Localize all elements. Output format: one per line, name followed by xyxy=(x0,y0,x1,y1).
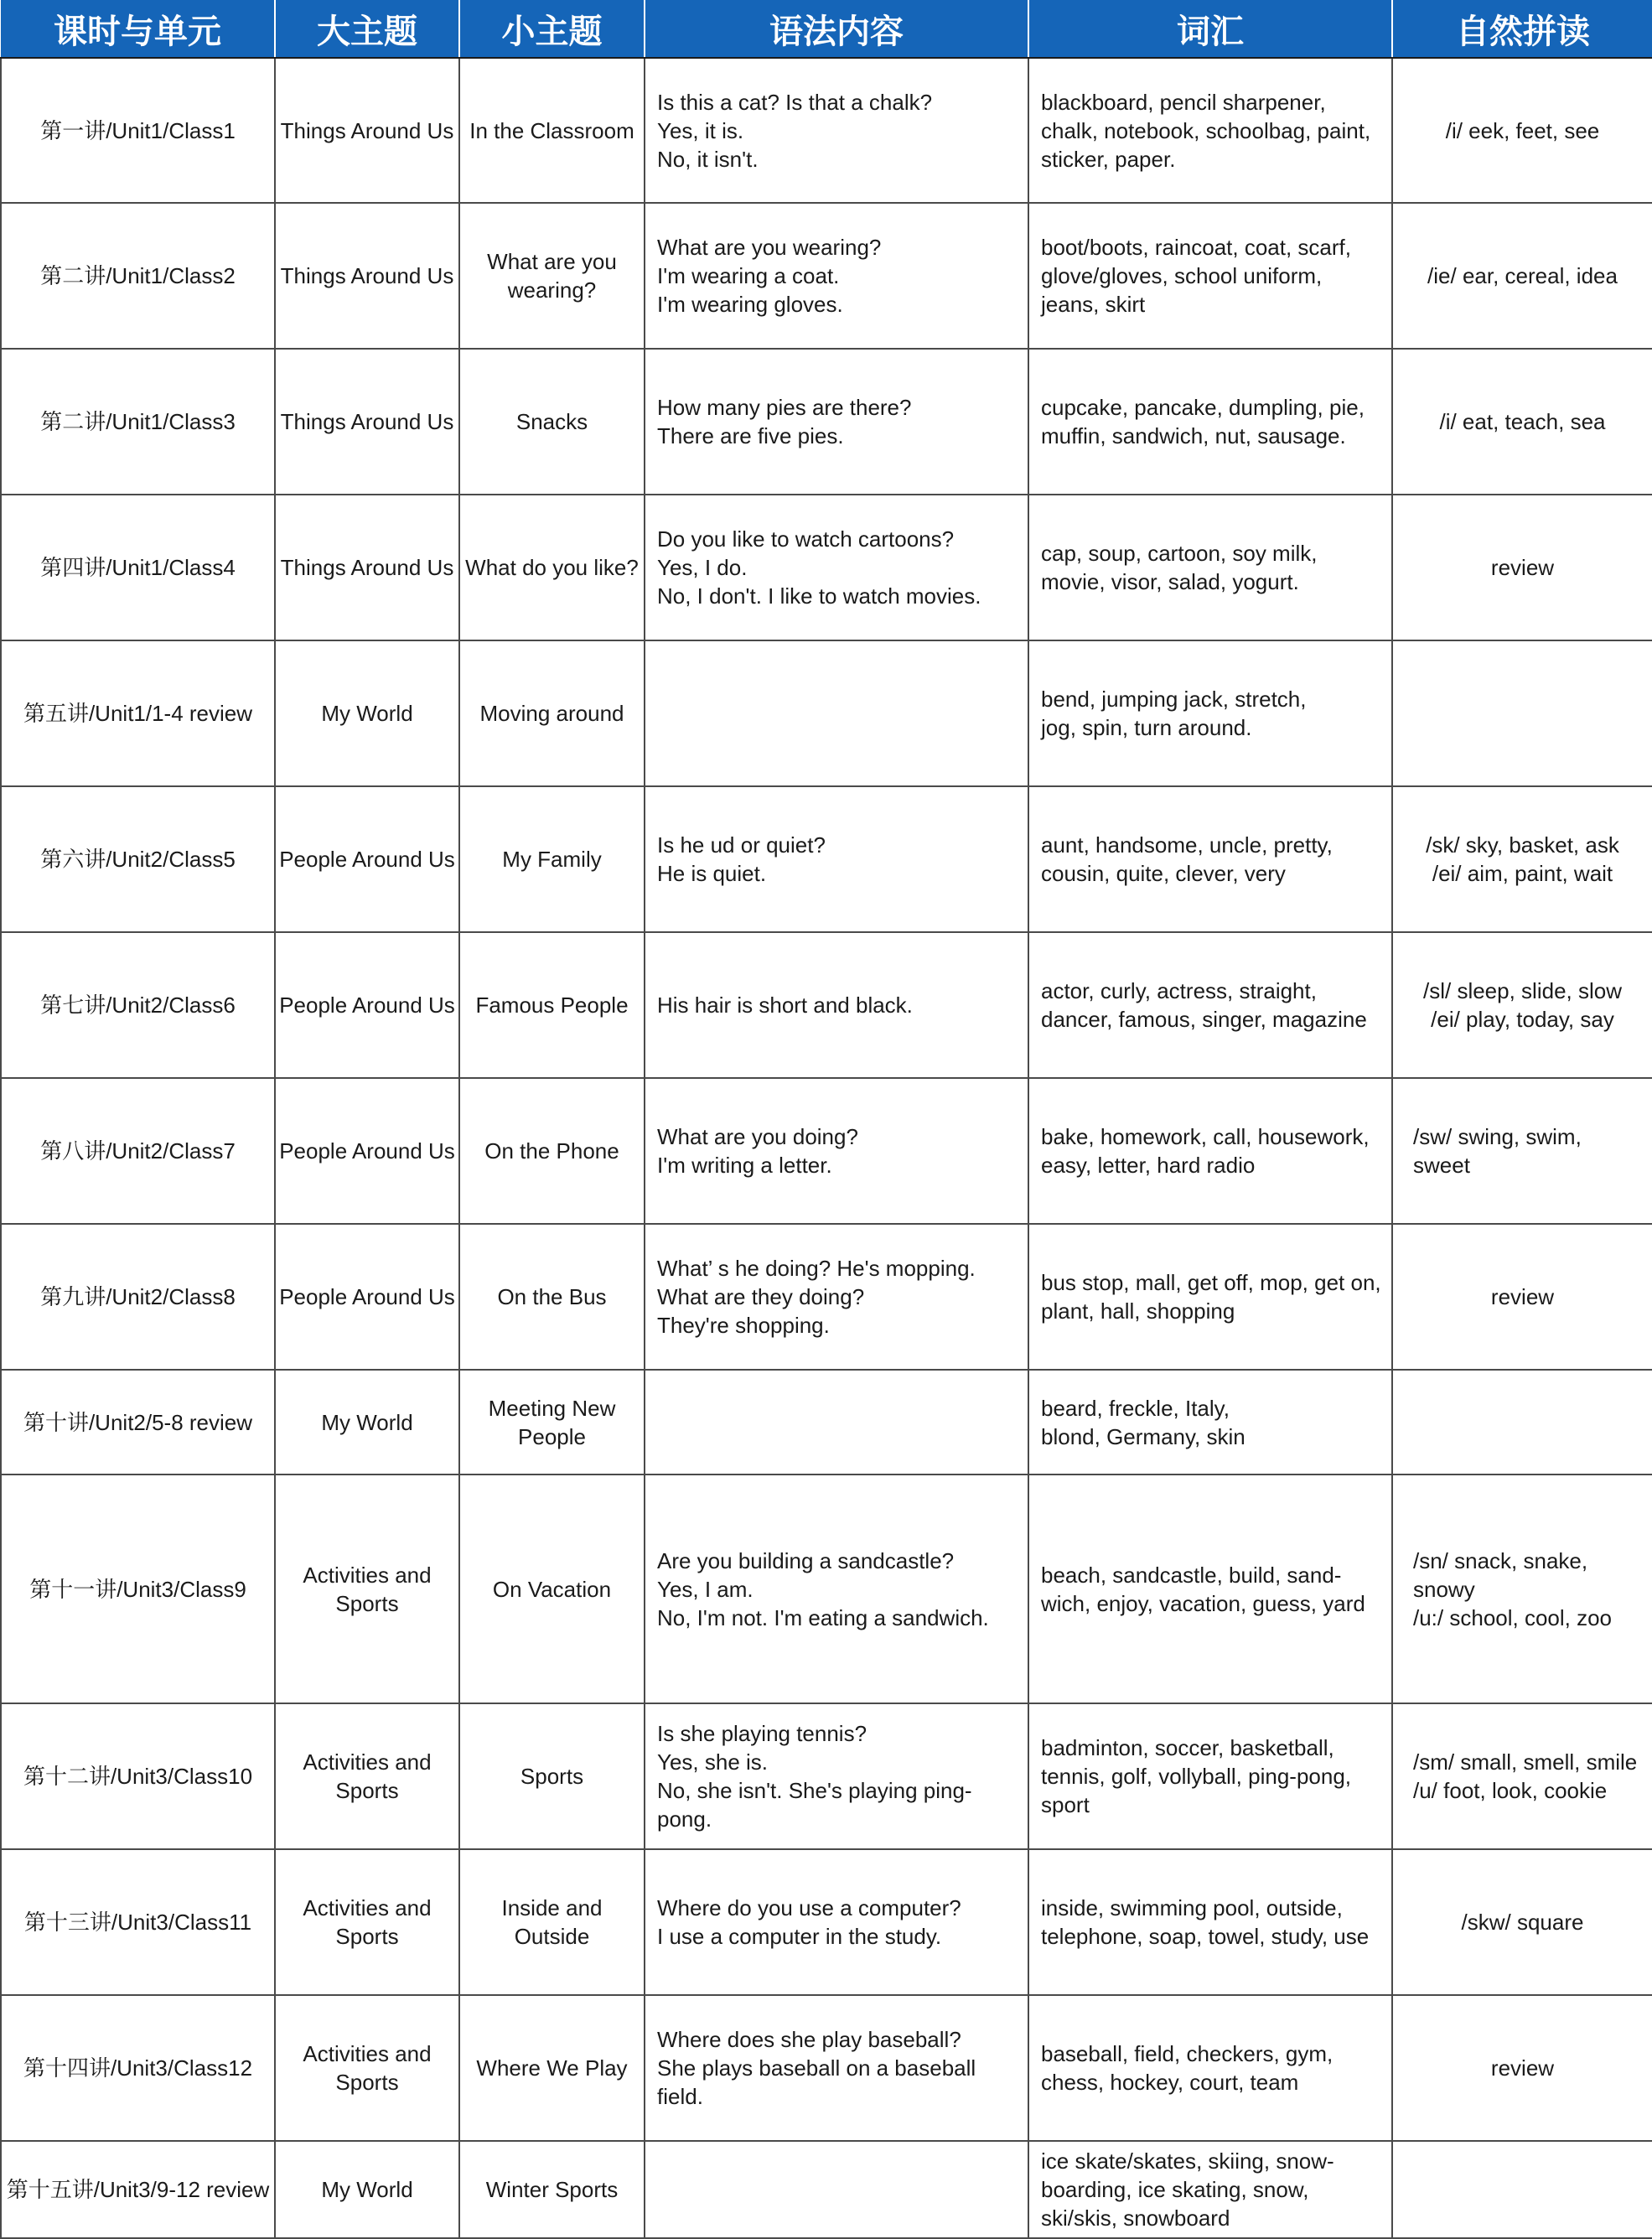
sub-topic-cell: On the Bus xyxy=(459,1224,645,1370)
lesson-cell: 第二讲/Unit1/Class2 xyxy=(1,203,275,349)
phonics-cell: review xyxy=(1392,1995,1652,2141)
table-row xyxy=(1,2141,1652,2238)
main-topic-cell: My World xyxy=(275,640,459,786)
sub-topic-cell: Moving around xyxy=(459,640,645,786)
main-topic-cell: People Around Us xyxy=(275,1224,459,1370)
grammar-cell xyxy=(645,640,1028,786)
table-row xyxy=(1,1849,1652,1995)
main-topic-cell: Activities and Sports xyxy=(275,1849,459,1995)
table-row xyxy=(1,1995,1652,2141)
table-row xyxy=(1,1370,1652,1475)
grammar-cell: Are you building a sandcastle? Yes, I am. No, I'm not. I'm eating a sandwich. xyxy=(645,1475,1028,1703)
grammar-cell: What are you doing? I'm writing a letter. xyxy=(645,1078,1028,1224)
table-row xyxy=(1,349,1652,495)
phonics-cell: review xyxy=(1392,495,1652,640)
table-row xyxy=(1,786,1652,932)
main-topic-cell: Things Around Us xyxy=(275,349,459,495)
sub-topic-cell: Famous People xyxy=(459,932,645,1078)
vocabulary-cell: beach, sandcastle, build, sand- wich, enjoy, vacation, guess, yard xyxy=(1028,1475,1392,1703)
header-phonics: 自然拼读 xyxy=(1392,0,1652,58)
main-topic-cell: Things Around Us xyxy=(275,495,459,640)
grammar-cell xyxy=(645,2141,1028,2238)
grammar-cell: Where does she play baseball? She plays baseball on a baseball field. xyxy=(645,1995,1028,2141)
grammar-cell: Where do you use a computer? I use a computer in the study. xyxy=(645,1849,1028,1995)
vocabulary-cell: cap, soup, cartoon, soy milk, movie, visor, salad, yogurt. xyxy=(1028,495,1392,640)
grammar-cell: His hair is short and black. xyxy=(645,932,1028,1078)
main-topic-cell: Activities and Sports xyxy=(275,1475,459,1703)
header-grammar: 语法内容 xyxy=(645,0,1028,58)
header-lesson-unit: 课时与单元 xyxy=(1,0,275,58)
lesson-cell: 第一讲/Unit1/Class1 xyxy=(1,58,275,203)
sub-topic-cell: Snacks xyxy=(459,349,645,495)
table-row xyxy=(1,495,1652,640)
phonics-cell xyxy=(1392,2141,1652,2238)
sub-topic-cell: In the Classroom xyxy=(459,58,645,203)
lesson-cell: 第十二讲/Unit3/Class10 xyxy=(1,1703,275,1849)
phonics-cell: /sn/ snack, snake, snowy /u:/ school, cool, zoo xyxy=(1392,1475,1652,1703)
main-topic-cell: My World xyxy=(275,1370,459,1475)
table-row xyxy=(1,1475,1652,1703)
phonics-cell: /ie/ ear, cereal, idea xyxy=(1392,203,1652,349)
sub-topic-cell: Meeting New People xyxy=(459,1370,645,1475)
vocabulary-cell: bend, jumping jack, stretch, jog, spin, turn around. xyxy=(1028,640,1392,786)
sub-topic-cell: Where We Play xyxy=(459,1995,645,2141)
grammar-cell: Is he ud or quiet? He is quiet. xyxy=(645,786,1028,932)
table-row xyxy=(1,932,1652,1078)
phonics-cell xyxy=(1392,1370,1652,1475)
grammar-cell: Do you like to watch cartoons? Yes, I do. No, I don't. I like to watch movies. xyxy=(645,495,1028,640)
sub-topic-cell: Winter Sports xyxy=(459,2141,645,2238)
grammar-cell: What’ s he doing? He's mopping. What are they doing? They're shopping. xyxy=(645,1224,1028,1370)
vocabulary-cell: bus stop, mall, get off, mop, get on, plant, hall, shopping xyxy=(1028,1224,1392,1370)
header-main-topic: 大主题 xyxy=(275,0,459,58)
lesson-cell: 第九讲/Unit2/Class8 xyxy=(1,1224,275,1370)
main-topic-cell: People Around Us xyxy=(275,932,459,1078)
lesson-cell: 第四讲/Unit1/Class4 xyxy=(1,495,275,640)
table-row xyxy=(1,640,1652,786)
main-topic-cell: People Around Us xyxy=(275,1078,459,1224)
main-topic-cell: Activities and Sports xyxy=(275,1995,459,2141)
vocabulary-cell: bake, homework, call, housework, easy, letter, hard radio xyxy=(1028,1078,1392,1224)
lesson-cell: 第十三讲/Unit3/Class11 xyxy=(1,1849,275,1995)
main-topic-cell: People Around Us xyxy=(275,786,459,932)
phonics-cell: /sw/ swing, swim, sweet xyxy=(1392,1078,1652,1224)
sub-topic-cell: What are you wearing? xyxy=(459,203,645,349)
phonics-cell: /sm/ small, smell, smile /u/ foot, look, cookie xyxy=(1392,1703,1652,1849)
header-row xyxy=(1,0,1652,58)
sub-topic-cell: Sports xyxy=(459,1703,645,1849)
lesson-cell: 第八讲/Unit2/Class7 xyxy=(1,1078,275,1224)
vocabulary-cell: cupcake, pancake, dumpling, pie, muffin, sandwich, nut, sausage. xyxy=(1028,349,1392,495)
lesson-cell: 第五讲/Unit1/1-4 review xyxy=(1,640,275,786)
phonics-cell xyxy=(1392,640,1652,786)
sub-topic-cell: What do you like? xyxy=(459,495,645,640)
table-row xyxy=(1,1078,1652,1224)
phonics-cell: /i/ eat, teach, sea xyxy=(1392,349,1652,495)
grammar-cell: How many pies are there? There are five pies. xyxy=(645,349,1028,495)
table-row xyxy=(1,58,1652,203)
lesson-cell: 第十讲/Unit2/5-8 review xyxy=(1,1370,275,1475)
lesson-cell: 第七讲/Unit2/Class6 xyxy=(1,932,275,1078)
main-topic-cell: My World xyxy=(275,2141,459,2238)
phonics-cell: /sl/ sleep, slide, slow /ei/ play, today, say xyxy=(1392,932,1652,1078)
vocabulary-cell: badminton, soccer, basketball, tennis, golf, vollyball, ping-pong, sport xyxy=(1028,1703,1392,1849)
phonics-cell: /sk/ sky, basket, ask /ei/ aim, paint, wait xyxy=(1392,786,1652,932)
sub-topic-cell: On Vacation xyxy=(459,1475,645,1703)
header-sub-topic: 小主题 xyxy=(459,0,645,58)
phonics-cell: /i/ eek, feet, see xyxy=(1392,58,1652,203)
grammar-cell: What are you wearing? I'm wearing a coat. I'm wearing gloves. xyxy=(645,203,1028,349)
sub-topic-cell: My Family xyxy=(459,786,645,932)
sub-topic-cell: Inside and Outside xyxy=(459,1849,645,1995)
table-row xyxy=(1,1703,1652,1849)
main-topic-cell: Things Around Us xyxy=(275,203,459,349)
table-row xyxy=(1,203,1652,349)
header-vocabulary: 词汇 xyxy=(1028,0,1392,58)
sub-topic-cell: On the Phone xyxy=(459,1078,645,1224)
grammar-cell: Is this a cat? Is that a chalk? Yes, it is. No, it isn't. xyxy=(645,58,1028,203)
lesson-cell: 第二讲/Unit1/Class3 xyxy=(1,349,275,495)
vocabulary-cell: actor, curly, actress, straight, dancer, famous, singer, magazine xyxy=(1028,932,1392,1078)
vocabulary-cell: beard, freckle, Italy, blond, Germany, skin xyxy=(1028,1370,1392,1475)
lesson-cell: 第十四讲/Unit3/Class12 xyxy=(1,1995,275,2141)
main-topic-cell: Activities and Sports xyxy=(275,1703,459,1849)
grammar-cell xyxy=(645,1370,1028,1475)
vocabulary-cell: baseball, field, checkers, gym, chess, hockey, court, team xyxy=(1028,1995,1392,2141)
phonics-cell: review xyxy=(1392,1224,1652,1370)
vocabulary-cell: boot/boots, raincoat, coat, scarf, glove/gloves, school uniform, jeans, skirt xyxy=(1028,203,1392,349)
lesson-cell: 第十一讲/Unit3/Class9 xyxy=(1,1475,275,1703)
lesson-cell: 第六讲/Unit2/Class5 xyxy=(1,786,275,932)
lesson-cell: 第十五讲/Unit3/9-12 review xyxy=(1,2141,275,2238)
phonics-cell: /skw/ square xyxy=(1392,1849,1652,1995)
grammar-cell: Is she playing tennis? Yes, she is. No, she isn't. She's playing ping-pong. xyxy=(645,1703,1028,1849)
main-topic-cell: Things Around Us xyxy=(275,58,459,203)
vocabulary-cell: ice skate/skates, skiing, snow- boarding, ice skating, snow, ski/skis, snowboard xyxy=(1028,2141,1392,2238)
vocabulary-cell: blackboard, pencil sharpener, chalk, notebook, schoolbag, paint, sticker, paper. xyxy=(1028,58,1392,203)
table-row xyxy=(1,1224,1652,1370)
vocabulary-cell: aunt, handsome, uncle, pretty, cousin, quite, clever, very xyxy=(1028,786,1392,932)
vocabulary-cell: inside, swimming pool, outside, telephone, soap, towel, study, use xyxy=(1028,1849,1392,1995)
